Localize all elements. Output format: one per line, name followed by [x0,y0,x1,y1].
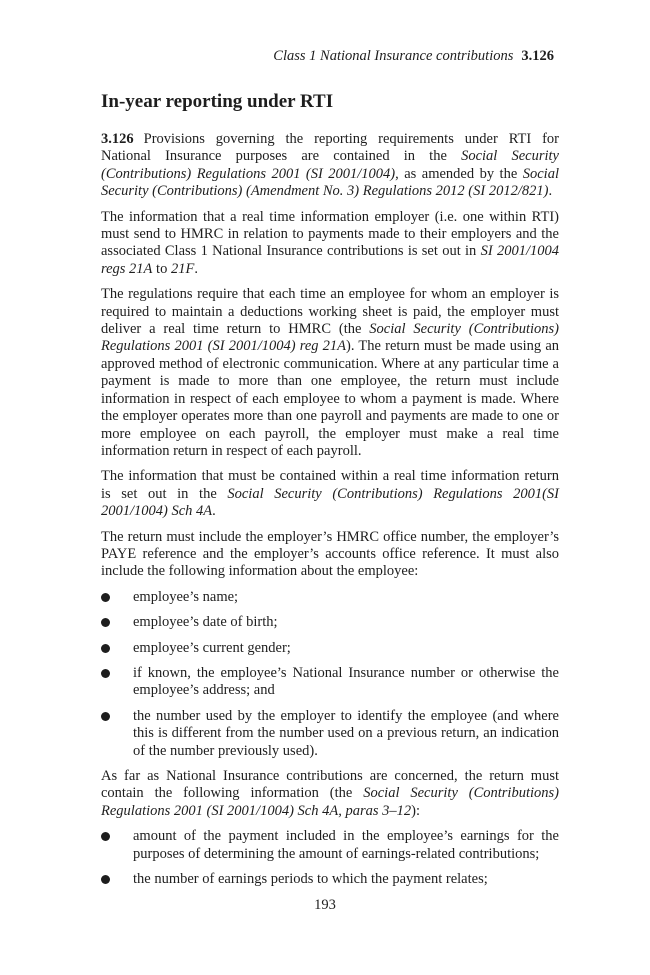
bullet-icon [101,644,110,653]
paragraph-text: . [212,503,216,520]
list-item-text: the number used by the employer to identify the employee (and where this is different from the number used on a previous return, an indication of the number previously used). [133,707,559,759]
paragraph-text: Provisions governing the reporting requirements under RTI for National Insurance purposes are contained in the [101,131,559,165]
running-header-section-number: 3.126 [521,48,554,64]
citation: Social Security (Contributions) Regulations 2001(SI 2001/1004) Sch 4A [101,485,559,520]
list-item-text: the number of earnings periods to which the payment relates; [133,871,488,888]
bullet-icon [101,618,110,627]
bullet-icon [101,832,110,841]
list-item-text: employee’s name; [133,588,239,605]
list-item [101,871,559,888]
paragraph-nic-information [101,768,559,820]
paragraph-text: . [548,183,553,200]
bullet-icon [101,669,110,678]
bullet-icon [101,593,110,602]
running-header-title: Class 1 National Insurance contributions [273,48,514,64]
list-item [101,665,559,700]
citation: Social Security (Contributions) (Amendment No. 3) Regulations 2012 (SI 2012/821) [101,165,559,200]
paragraph-text: . [194,260,198,277]
paragraph-text: The information that a real time information employer (i.e. one within RTI) must send to HMRC in relation to payments made to their employers and the associated Class 1 National Insurance contributions is set out in [101,208,559,260]
paragraph-number: 3.126 [101,131,134,147]
page-content [101,90,559,896]
list-item-text: amount of the payment included in the employee’s earnings for the purposes of determining the amount of earnings-related contributions; [133,828,559,862]
citation: 21F [170,260,195,277]
citation: SI 2001/1004 regs 21A [101,243,559,277]
citation: Social Security (Contributions) Regulations 2001 (SI 2001/1004) Sch 4A, paras 3–12 [101,785,559,819]
paragraph-text: The regulations require that each time an employee for whom an employer is required to maintain a deductions working sheet is paid, the employer must deliver a real time return to HMRC (the [101,286,559,338]
paragraph-information-contained [101,468,559,520]
paragraph-return-must-include [101,529,559,581]
paragraph-regulations [101,286,559,460]
list-item-text: employee’s current gender; [133,639,291,656]
page-number: 193 [314,897,336,913]
running-header [273,48,554,65]
citation: Social Security (Contributions) Regulations 2001 (SI 2001/1004) [101,148,559,182]
paragraph-text: ). The return must be made using an approved method of electronic communication. Where at any particular time a payment is made to more than one employee, the return must include information in respect of each employee to whom a payment is made. Where the employer operates more than one payroll and payments are made to one or more employee on each payroll, the employer must make a real time information return in respect of each payroll. [101,338,559,459]
paragraph-3-126 [101,131,559,201]
list-item-text: employee’s date of birth; [133,614,278,631]
list-item [101,589,559,606]
paragraph-text: As far as National Insurance contributions are concerned, the return must contain the following information (the [101,768,559,802]
paragraph-text: , as amended by the [395,165,523,182]
bullet-icon [101,875,110,884]
paragraph-text: ): [411,802,420,819]
list-item [101,708,559,760]
list-item [101,640,559,657]
paragraph-text: The information that must be contained within a real time information return is set out in the [101,468,559,502]
paragraph-information-rti [101,209,559,279]
section-heading: In-year reporting under RTI [101,91,334,112]
list-item [101,828,559,863]
list-item-text: if known, the employee’s National Insurance number or otherwise the employee’s address; and [133,664,559,699]
paragraph-text: to [152,260,171,277]
bullet-icon [101,712,110,721]
nic-information-list [101,828,559,888]
list-item [101,614,559,631]
paragraph-text: The return must include the employer’s HMRC office number, the employer’s PAYE reference and the employer’s accounts office reference. It must also include the following information about the employee: [101,528,559,580]
citation: Social Security (Contributions) Regulations 2001 (SI 2001/1004) reg 21A [101,321,559,355]
employee-information-list [101,589,559,760]
